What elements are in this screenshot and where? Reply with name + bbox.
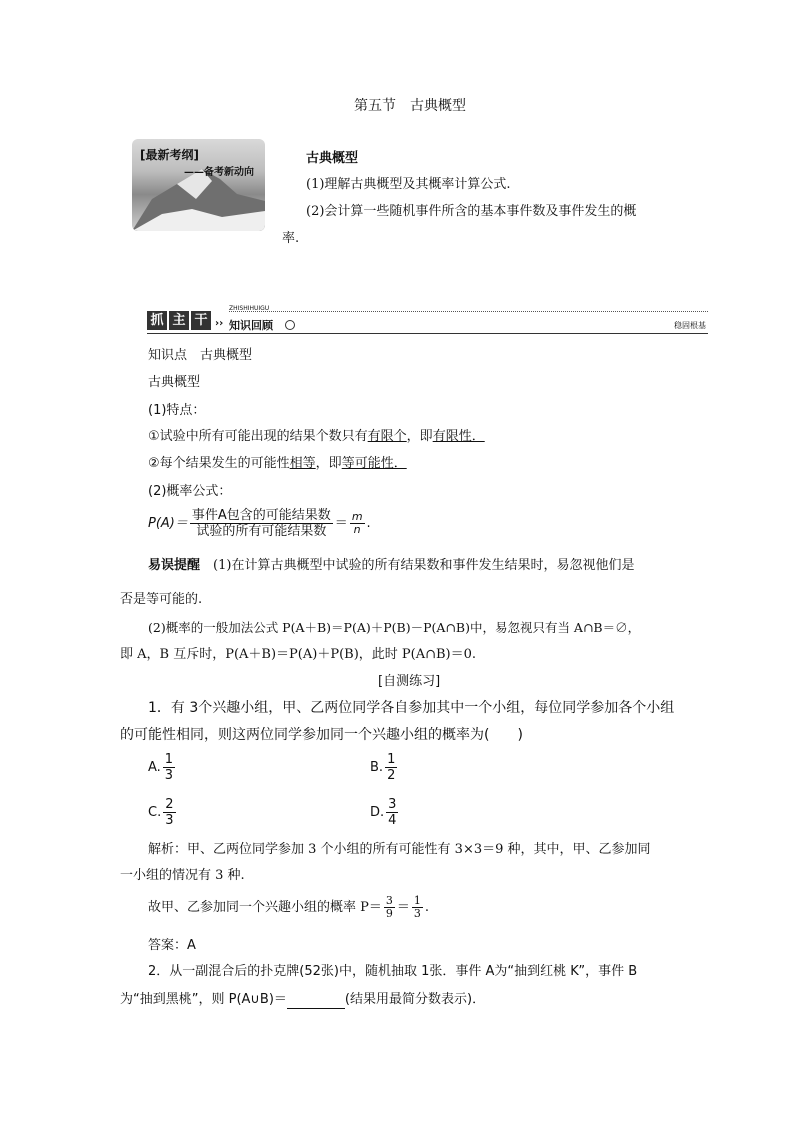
underlined-term: 有限性． [432,429,485,444]
syllabus-image-box [132,139,265,231]
warning-line-2: 否是等可能的. [120,592,203,607]
option-a: A. $\frac{1}{3}$ [148,752,174,783]
underlined-term: 有限个 [367,429,407,444]
underlined-term: 等可能性． [341,456,407,471]
feature-line-1: ①试验中所有可能出现的结果个数只有有限个，即有限性． [148,429,485,444]
question-1-line-2: 的可能性相同，则这两位同学参加同一个兴趣小组的概率为( ) [120,727,523,743]
feature-heading: (1)特点： [148,403,206,418]
section-banner [147,305,708,335]
solution-line-3: 故甲、乙参加同一个兴趣小组的概率 P＝ $\frac{3}{9}$ ＝ $\frac{1}{3}$ . [148,894,430,920]
play-circle-icon [285,320,295,330]
banner-arrows: ›› [215,318,224,329]
question-2-line-2: 为“抽到黑桃”，则 P(A∪B)＝ (结果用最简分数表示)． [120,992,486,1007]
probability-formula: P(A)＝ $\frac{\text{事件A包含的可能结果数}}{\text{试验的所有可能结果数}}$ ＝ $\frac{m}{n}$ . [148,508,371,539]
option-c: C. $\frac{2}{3}$ [148,797,174,828]
solution-line-2: 一小组的情况有 3 种. [120,868,245,883]
page-title: 第五节 古典概型 [354,98,466,114]
knowledge-point-heading: 知识点 古典概型 [148,348,253,363]
answer-blank[interactable] [287,994,345,1009]
question-2-line-1: 2．从一副混合后的扑克牌(52张)中，随机抽取 1张．事件 A为“抽到红桃 K”，事件 B [148,964,638,979]
banner-char-2: 主 [169,311,189,330]
option-b: B. $\frac{1}{2}$ [370,752,396,783]
banner-char-3: 干 [191,311,211,330]
syllabus-item-2-cont: 率. [282,231,300,246]
banner-label: 知识回顾 [229,319,273,332]
syllabus-item-2: (2)会计算一些随机事件所含的基本事件数及事件发生的概 [306,204,637,219]
answer-line: 答案：A [148,938,196,953]
syllabus-box-header: [最新考纲] [140,148,199,162]
banner-pinyin: ZHISHIHUIGU [229,305,270,312]
warning-line-4: 即 A，B 互斥时，P(A＋B)＝P(A)＋P(B)，此时 P(A∩B)＝0. [120,647,477,662]
syllabus-item-1: (1)理解古典概型及其概率计算公式. [306,177,511,192]
underlined-term: 相等 [289,456,316,471]
feature-line-2: ②每个结果发生的可能性相等，即等可能性． [148,456,407,471]
formula-fraction-mn: $\frac{m}{n}$ [351,510,363,536]
knowledge-sub-heading: 古典概型 [148,375,201,390]
option-d: D. $\frac{3}{4}$ [370,797,397,828]
banner-right-label: 稳固根基 [674,321,706,330]
formula-fraction: $\frac{\text{事件A包含的可能结果数}}{\text{试验的所有可能结果数}}$ [191,508,331,539]
banner-char-1: 抓 [147,311,167,330]
formula-heading: (2)概率公式： [148,484,232,499]
banner-dotted-line [229,311,708,312]
syllabus-heading: 古典概型 [306,151,359,166]
solution-line-1: 解析：甲、乙两位同学参加 3 个小组的所有可能性有 3×3＝9 种，其中，甲、乙参加同 [148,842,651,857]
banner-underline [147,333,708,334]
syllabus-box-subtitle: ——备考新动向 [184,167,254,178]
warning-line-3: (2)概率的一般加法公式 P(A＋B)＝P(A)＋P(B)－P(A∩B)中，易忽视只有当 A∩B＝∅， [148,620,641,635]
warning-label: 易误提醒 [148,558,201,573]
question-1-line-1: 1．有 3个兴趣小组，甲、乙两位同学各自参加其中一个小组，每位同学参加各个小组 [148,700,675,716]
warning-line-1: 易误提醒 (1)在计算古典概型中试验的所有结果数和事件发生结果时，易忽视他们是 [148,558,635,573]
self-test-heading: [自测练习] [378,674,441,689]
